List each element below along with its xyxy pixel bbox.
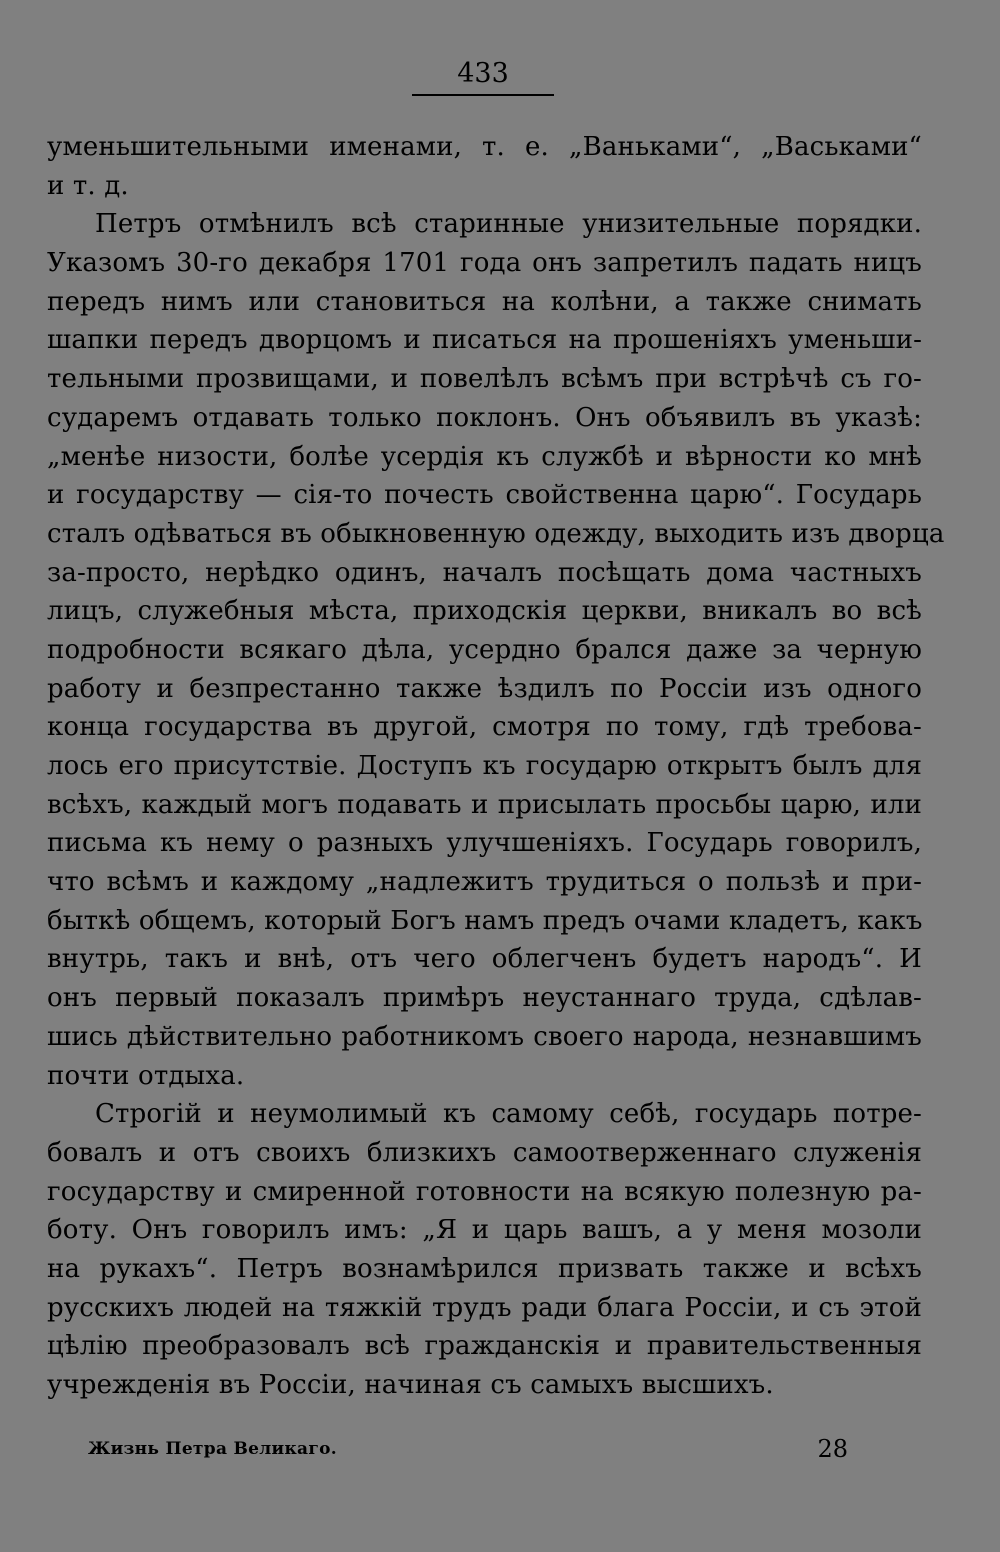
text-line: шись дѣйствительно работникомъ своего народа, незнавшимъ xyxy=(47,1021,922,1052)
text-line: письма къ нему о разныхъ улучшеніяхъ. Государь говорилъ, xyxy=(47,828,922,859)
text-line: „менѣе низости, болѣе усердія къ службѣ и вѣрности ко мнѣ xyxy=(47,441,922,472)
text-line: государству и смиренной готовности на всякую полезную ра- xyxy=(47,1176,922,1207)
text-line: боту. Онъ говорилъ имъ: „Я и царь вашъ, а у меня мозоли xyxy=(47,1215,922,1246)
text-line: тельными прозвищами, и повелѣлъ всѣмъ при встрѣчѣ съ го- xyxy=(47,364,922,395)
header-rule xyxy=(412,94,554,96)
text-line: цѣлію преобразовалъ всѣ гражданскія и правительственныя xyxy=(47,1331,922,1362)
text-line: внутрь, такъ и внѣ, отъ чего облегченъ будетъ народъ“. И xyxy=(47,944,922,975)
text-line: и т. д. xyxy=(47,170,129,201)
text-line: конца государства въ другой, смотря по тому, гдѣ требова- xyxy=(47,712,922,743)
text-line: что всѣмъ и каждому „надлежитъ трудиться о пользѣ и при- xyxy=(47,867,922,898)
footer-signature-mark: 28 xyxy=(817,1435,848,1463)
text-line: Петръ отмѣнилъ всѣ старинные унизительные порядки. xyxy=(95,209,922,240)
text-line: сударемъ отдавать только поклонъ. Онъ объявилъ въ указѣ: xyxy=(47,402,922,433)
text-line: сталъ одѣваться въ обыкновенную одежду, выходить изъ дворца xyxy=(47,518,945,549)
page-number: 433 xyxy=(457,58,509,89)
text-line: за-просто, нерѣдко одинъ, началъ посѣщать дома частныхъ xyxy=(47,557,922,588)
text-line: учрежденія въ Россіи, начиная съ самыхъ высшихъ. xyxy=(47,1370,774,1400)
text-line: онъ первый показалъ примѣръ неустаннаго труда, сдѣлав- xyxy=(47,983,922,1014)
text-line: русскихъ людей на тяжкій трудъ ради блага Россіи, и съ этой xyxy=(47,1292,922,1323)
text-line: лось его присутствіе. Доступъ къ государю открытъ былъ для xyxy=(47,751,922,781)
text-line: Строгій и неумолимый къ самому себѣ, государь потре- xyxy=(95,1099,922,1130)
text-line: подробности всякаго дѣла, усердно брался даже за черную xyxy=(47,634,922,665)
text-line: на рукахъ“. Петръ вознамѣрился призвать также и всѣхъ xyxy=(47,1253,922,1284)
text-line: работу и безпрестанно также ѣздилъ по Россіи изъ одного xyxy=(47,673,922,704)
text-line: лицъ, служебныя мѣста, приходскія церкви, вникалъ во всѣ xyxy=(47,596,922,627)
text-line: бовалъ и отъ своихъ близкихъ самоотверженнаго служенія xyxy=(47,1137,922,1168)
text-line: шапки передъ дворцомъ и писаться на прошеніяхъ уменьши- xyxy=(47,325,922,356)
body-text xyxy=(47,128,945,1405)
text-line: всѣхъ, каждый могъ подавать и присылать просьбы царю, или xyxy=(47,789,922,820)
text-line: почти отдыха. xyxy=(47,1060,245,1091)
text-line: и государству — сія-то почесть свойственна царю“. Государь xyxy=(47,480,922,511)
text-line: уменьшительными именами, т. е. „Ваньками“, „Васьками“ xyxy=(47,132,922,162)
text-line: Указомъ 30-го декабря 1701 года онъ запретилъ падать ницъ xyxy=(47,248,922,279)
page-footer xyxy=(88,1434,848,1464)
text-line: быткѣ общемъ, который Богъ намъ предъ очами кладетъ, какъ xyxy=(47,905,923,936)
footer-book-title: Жизнь Петра Великаго. xyxy=(88,1439,337,1459)
text-line: передъ нимъ или становиться на колѣни, а также снимать xyxy=(47,286,922,317)
